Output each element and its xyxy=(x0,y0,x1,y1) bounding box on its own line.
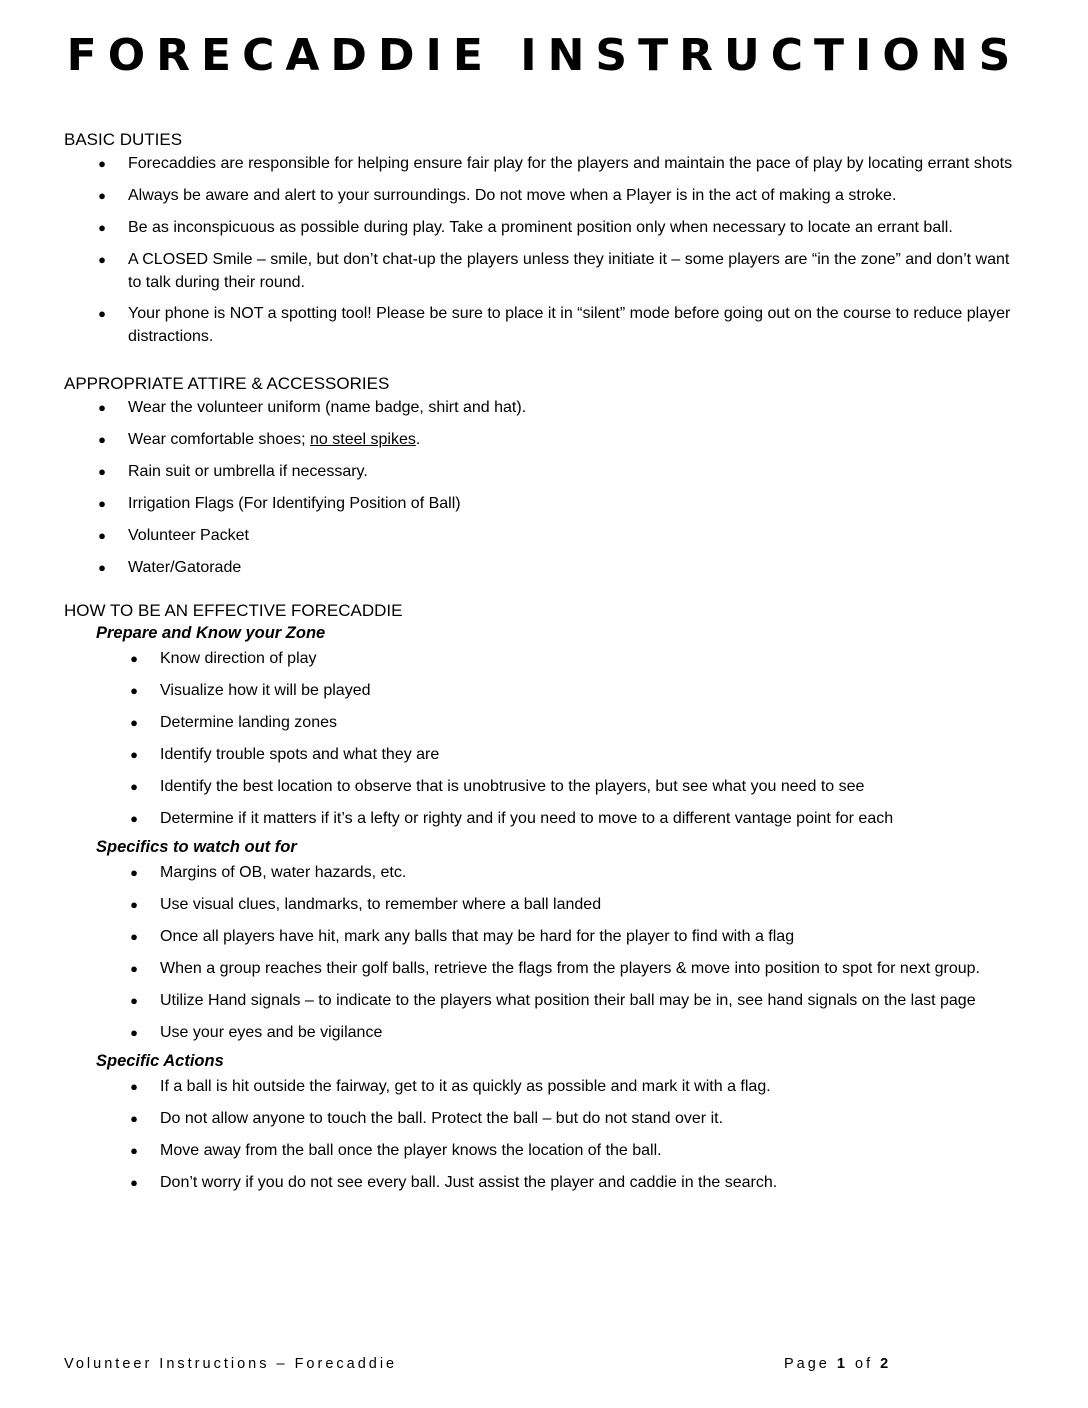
list-item-text: Identify trouble spots and what they are xyxy=(160,746,440,763)
bullet-icon: ● xyxy=(130,779,138,794)
bullet-icon: ● xyxy=(98,560,106,575)
bullet-icon: ● xyxy=(130,1079,138,1094)
bullet-icon: ● xyxy=(130,715,138,730)
bullet-icon: ● xyxy=(130,897,138,912)
list-item-text: Identify the best location to observe that is unobtrusive to the players, but see what you need to see xyxy=(160,778,865,795)
list-item-text: Irrigation Flags (For Identifying Position of Ball) xyxy=(128,495,461,512)
bullet-icon: ● xyxy=(98,306,106,321)
list-item-text: Determine if it matters if it’s a lefty or righty and if you need to move to a different vantage point for each xyxy=(160,810,894,827)
list-item-text: Do not allow anyone to touch the ball. Protect the ball – but do not stand over it. xyxy=(160,1110,724,1127)
list-item-text: Be as inconspicuous as possible during play. Take a prominent position only when necessary to locate an errant ball. xyxy=(128,219,953,236)
section-heading-attire: APPROPRIATE ATTIRE & ACCESSORIES xyxy=(64,374,390,393)
bullet-icon: ● xyxy=(98,432,106,447)
bullet-icon: ● xyxy=(130,929,138,944)
list-item-text: Know direction of play xyxy=(160,650,317,667)
list-item-text: When a group reaches their golf balls, retrieve the flags from the players & move into position to spot for next group. xyxy=(160,960,980,977)
of-label: of xyxy=(855,1356,874,1372)
bullet-icon: ● xyxy=(98,252,106,267)
bullet-icon: ● xyxy=(130,1111,138,1126)
list-item-text: Utilize Hand signals – to indicate to the players what position their ball may be in, see hand signals on the last page xyxy=(160,992,976,1009)
sub-heading-actions: Specific Actions xyxy=(96,1052,224,1070)
list-item-text: Always be aware and alert to your surroundings. Do not move when a Player is in the act of making a stroke. xyxy=(128,187,897,204)
section-heading-basic-duties: BASIC DUTIES xyxy=(64,130,183,149)
list-item-text: Rain suit or umbrella if necessary. xyxy=(128,463,368,480)
bullet-icon: ● xyxy=(130,683,138,698)
list-item-text: Don’t worry if you do not see every ball. Just assist the player and caddie in the search. xyxy=(160,1174,778,1191)
bullet-icon: ● xyxy=(130,651,138,666)
bullet-icon: ● xyxy=(130,1025,138,1040)
current-page: 1 xyxy=(836,1356,848,1372)
bullet-icon: ● xyxy=(130,865,138,880)
no-steel-spikes-text: no steel spikes xyxy=(310,431,416,448)
bullet-icon: ● xyxy=(130,961,138,976)
list-item-text: Water/Gatorade xyxy=(128,559,242,576)
list-item-text: Forecaddies are responsible for helping ensure fair play for the players and maintain the pace of play by locating errant shots xyxy=(128,155,1013,172)
list-item-text: Use your eyes and be vigilance xyxy=(160,1024,383,1041)
list-item-text xyxy=(128,428,1018,451)
list-item-text: Visualize how it will be played xyxy=(160,682,371,699)
bullet-icon: ● xyxy=(130,1143,138,1158)
footer-page-number xyxy=(784,1356,891,1372)
bullet-icon: ● xyxy=(98,528,106,543)
shoes-suffix: . xyxy=(415,431,421,448)
list-item-text: Margins of OB, water hazards, etc. xyxy=(160,864,407,881)
bullet-icon: ● xyxy=(98,188,106,203)
page-title: FORECADDIE INSTRUCTIONS xyxy=(66,30,1022,81)
list-item-text: Wear the volunteer uniform (name badge, shirt and hat). xyxy=(128,399,527,416)
list-item-text: A CLOSED Smile – smile, but don’t chat-up the players unless they initiate it – some players are “in the zone” and don’t want to talk during their round. xyxy=(128,251,1010,291)
list-item-text: Move away from the ball once the player knows the location of the ball. xyxy=(160,1142,662,1159)
bullet-icon: ● xyxy=(98,496,106,511)
bullet-icon: ● xyxy=(98,220,106,235)
list-item-text: Once all players have hit, mark any balls that may be hard for the player to find with a flag xyxy=(160,928,795,945)
bullet-icon: ● xyxy=(98,156,106,171)
bullet-icon: ● xyxy=(98,400,106,415)
footer-document-title: Volunteer Instructions – Forecaddie xyxy=(64,1356,398,1372)
bullet-icon: ● xyxy=(130,811,138,826)
page-label: Page xyxy=(784,1356,830,1372)
total-pages: 2 xyxy=(880,1356,892,1372)
bullet-icon: ● xyxy=(130,747,138,762)
list-item-text: If a ball is hit outside the fairway, get to it as quickly as possible and mark it with a flag. xyxy=(160,1078,771,1095)
bullet-icon: ● xyxy=(98,464,106,479)
list-item-text: Use visual clues, landmarks, to remember where a ball landed xyxy=(160,896,602,913)
bullet-icon: ● xyxy=(130,1175,138,1190)
list-item-text: Your phone is NOT a spotting tool! Please be sure to place it in “silent” mode before going out on the course to reduce player distractions. xyxy=(128,305,1011,345)
list-item-text: Determine landing zones xyxy=(160,714,337,731)
section-heading-effective: HOW TO BE AN EFFECTIVE FORECADDIE xyxy=(64,601,403,620)
shoes-text: Wear comfortable shoes; xyxy=(128,431,311,448)
list-item-text: Volunteer Packet xyxy=(128,527,249,544)
sub-heading-prepare: Prepare and Know your Zone xyxy=(96,624,326,642)
sub-heading-specifics: Specifics to watch out for xyxy=(96,838,297,856)
bullet-icon: ● xyxy=(130,993,138,1008)
